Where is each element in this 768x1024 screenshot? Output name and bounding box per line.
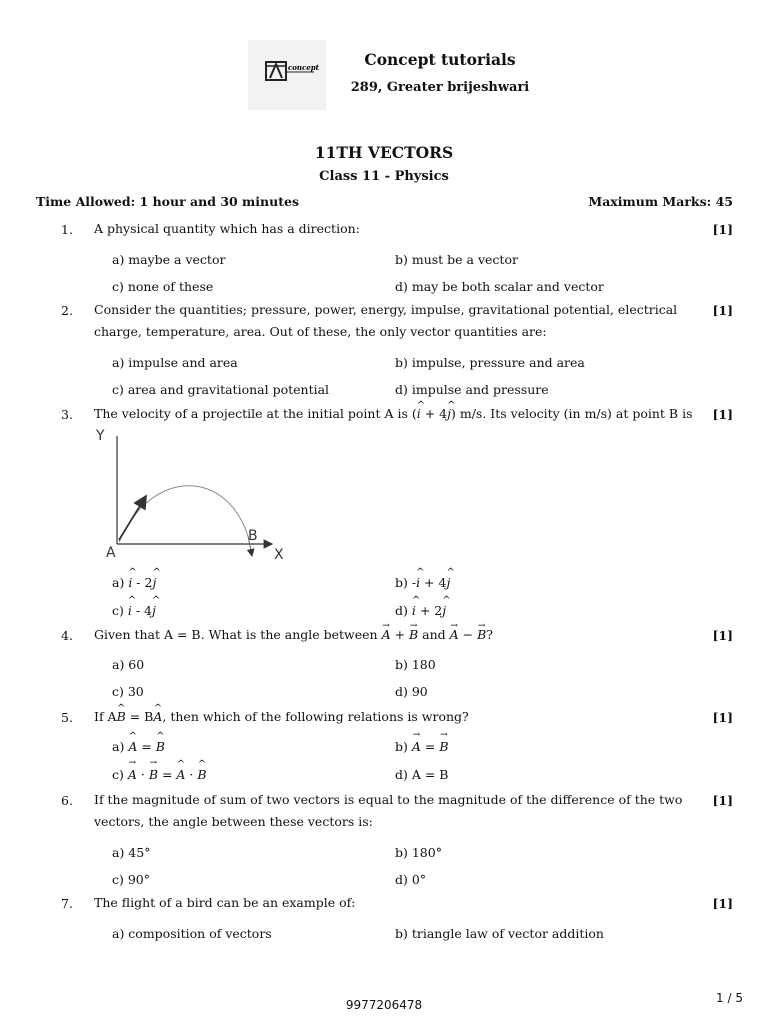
question-number: 4. (61, 628, 73, 643)
projectile-figure (96, 428, 296, 564)
question-text: If A^ B = B^ A, then which of the following relations is wrong? (94, 706, 706, 728)
question-marks: [1] (712, 896, 733, 911)
y-label: Y (96, 428, 105, 444)
option-b: b) triangle law of vector addition (395, 926, 604, 941)
question-number: 7. (61, 896, 73, 911)
option-b: b) 180° (395, 845, 442, 860)
question-text: The velocity of a projectile at the initial point A is (^ i + 4^ j) m/s. Its velocity (in m/s) at point B is (94, 403, 706, 425)
x-label: X (274, 547, 284, 563)
question-marks: [1] (712, 710, 733, 725)
org-address: 289, Greater brijeshwari (350, 80, 530, 95)
option-a: a) composition of vectors (112, 926, 272, 941)
initial-velocity-arrow (119, 496, 146, 540)
question-text: The flight of a bird can be an example of: (94, 895, 356, 910)
question-text: Consider the quantities; pressure, power, energy, impulse, gravitational potential, electrical charge, temperature, area. Out of these, the only vector quantities are: (94, 302, 678, 339)
question-marks: [1] (712, 303, 733, 318)
option-c: c) area and gravitational potential (112, 382, 330, 397)
option-c: c) → A · → B = ^ A · ^ B (112, 767, 207, 782)
paper-subtitle: Class 11 - Physics (319, 169, 449, 184)
option-d: d) may be both scalar and vector (395, 279, 604, 294)
point-a-label: A (106, 545, 116, 561)
option-b: b) impulse, pressure and area (395, 355, 585, 370)
option-c: c) 90° (112, 872, 151, 887)
question-number: 3. (61, 407, 73, 422)
option-a: a) 45° (112, 845, 151, 860)
max-marks: Maximum Marks: 45 (588, 194, 733, 209)
option-c: c) ^ i - 4^ j (112, 603, 156, 618)
option-a: a) maybe a vector (112, 252, 226, 267)
question-marks: [1] (712, 407, 733, 422)
point-b-label: B (248, 528, 258, 544)
option-d: d) 0° (395, 872, 427, 887)
option-d: d) A = B (395, 767, 449, 782)
logo-text: concept (288, 63, 319, 72)
time-allowed: Time Allowed: 1 hour and 30 minutes (36, 194, 299, 209)
option-c: c) 30 (112, 684, 144, 699)
question-number: 6. (61, 793, 73, 808)
org-name: Concept tutorials (364, 50, 516, 69)
trajectory (119, 486, 248, 542)
paper-title: 11TH VECTORS (314, 143, 454, 162)
question-number: 2. (61, 303, 73, 318)
question-marks: [1] (712, 793, 733, 808)
option-a: a) ^ i - 2^ j (112, 575, 156, 590)
footer-phone: 9977206478 (345, 998, 423, 1012)
page-number: 1 / 5 (716, 991, 743, 1005)
option-b: b) 180 (395, 657, 436, 672)
question-text: If the magnitude of sum of two vectors is equal to the magnitude of the difference of the two vectors, the angle between these vectors is: (94, 792, 683, 829)
option-d: d) 90 (395, 684, 428, 699)
option-c: c) none of these (112, 279, 214, 294)
question-marks: [1] (712, 222, 733, 237)
option-b: b) → A = → B (395, 739, 449, 754)
option-a: a) 60 (112, 657, 145, 672)
question-number: 5. (61, 710, 73, 725)
question-text: A physical quantity which has a direction: (94, 221, 360, 236)
logo (248, 40, 326, 110)
question-marks: [1] (712, 628, 733, 643)
option-d: d) ^ i + 2^ j (395, 603, 446, 618)
option-d: d) impulse and pressure (395, 382, 549, 397)
option-b: b) -^ i + 4^ j (395, 575, 450, 590)
question-text: Given that A = B. What is the angle between → A + → B and → A − → B? (94, 624, 706, 646)
question-number: 1. (61, 222, 73, 237)
option-b: b) must be a vector (395, 252, 518, 267)
option-a: a) ^ A = ^ B (112, 739, 165, 754)
option-a: a) impulse and area (112, 355, 238, 370)
